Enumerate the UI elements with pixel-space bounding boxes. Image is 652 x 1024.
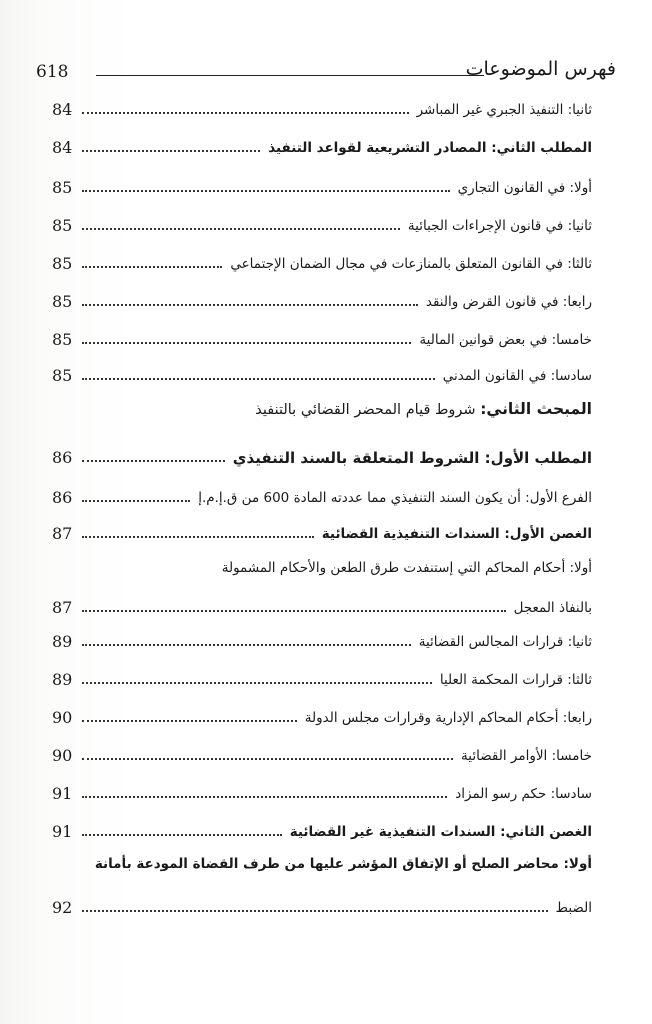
page-header xyxy=(36,58,616,90)
toc-entry-text: خامسا: الأوامر القضائية xyxy=(461,748,592,764)
toc-entry-text: سادسا: حكم رسو المزاد xyxy=(455,786,592,802)
toc-entry[interactable] xyxy=(52,324,592,350)
toc-entry[interactable] xyxy=(52,740,592,766)
leader-dots xyxy=(82,536,314,538)
toc-entry[interactable] xyxy=(52,172,592,198)
toc-entry[interactable] xyxy=(52,702,592,728)
toc-entry-page: 91 xyxy=(52,822,73,841)
leader-dots xyxy=(82,304,418,306)
section-heading-text: شروط قيام المحضر القضائي بالتنفيذ xyxy=(255,402,481,418)
toc-entry-page: 84 xyxy=(52,138,73,157)
page-title: فهرس الموضوعات xyxy=(465,58,616,80)
toc-entry-text: الغصن الثاني: السندات التنفيذية غير القضائية xyxy=(289,824,592,840)
toc-entry-text: الفرع الأول: أن يكون السند التنفيذي مما عددته المادة 600 من ق.إ.م.إ xyxy=(198,490,592,506)
toc-entry-text: ثانيا: التنفيذ الجبري غير المباشر xyxy=(416,102,592,118)
toc-entry-first-line: أولا: أحكام المحاكم التي إستنفدت طرق الطعن والأحكام المشمولة xyxy=(221,560,592,576)
toc-entry-text: خامسا: في بعض قوانين المالية xyxy=(419,332,592,348)
leader-dots xyxy=(82,266,222,268)
leader-dots xyxy=(82,190,450,192)
leader-dots xyxy=(82,910,548,912)
toc-entry-page: 85 xyxy=(52,254,73,273)
toc-entry-text: أولا: في القانون التجاري xyxy=(457,180,592,196)
toc-entry-page: 87 xyxy=(52,524,73,543)
toc-entry[interactable] xyxy=(52,626,592,652)
toc-entry-page: 90 xyxy=(52,708,73,727)
toc-entry-text: الضبط xyxy=(555,900,592,916)
page-number: 618 xyxy=(36,62,69,82)
toc-entry[interactable] xyxy=(52,816,592,842)
leader-dots xyxy=(82,834,282,836)
toc-entry-page: 84 xyxy=(52,100,73,119)
toc-entry[interactable] xyxy=(52,248,592,274)
toc-entry-text: المطلب الثاني: المصادر التشريعية لقواعد التنفيذ xyxy=(268,140,592,156)
toc-entry-page: 85 xyxy=(52,366,73,385)
leader-dots xyxy=(82,796,447,798)
toc-entry-text: ثالثا: في القانون المتعلق بالمنازعات في مجال الضمان الإجتماعي xyxy=(230,256,592,272)
leader-dots xyxy=(82,610,506,612)
toc-entry-text: بالنفاذ المعجل xyxy=(513,600,592,616)
toc-entry-page: 89 xyxy=(52,632,73,651)
toc-entry-text: ثالثا: قرارات المحكمة العليا xyxy=(439,672,592,688)
toc-entry-text: الغصن الأول: السندات التنفيذية القضائية xyxy=(321,526,592,542)
leader-dots xyxy=(82,682,432,684)
toc-entry-page: 86 xyxy=(52,448,73,467)
toc-entry[interactable] xyxy=(52,778,592,804)
toc-entry-text: سادسا: في القانون المدني xyxy=(442,368,592,384)
toc-entry-text: رابعا: أحكام المحاكم الإدارية وقرارات مجلس الدولة xyxy=(304,710,592,726)
toc-entry-text: ثانيا: في قانون الإجراءات الجبائية xyxy=(407,218,592,234)
toc-entry-text: المطلب الأول: الشروط المتعلقة بالسند التنفيذي xyxy=(232,449,592,467)
toc-entry[interactable] xyxy=(52,286,592,312)
leader-dots xyxy=(82,758,453,760)
toc-entry[interactable] xyxy=(52,360,592,386)
toc-entry-page: 89 xyxy=(52,670,73,689)
toc-entry[interactable] xyxy=(52,664,592,690)
toc-entry-page: 90 xyxy=(52,746,73,765)
toc-entry-page: 85 xyxy=(52,330,73,349)
leader-dots xyxy=(82,500,190,502)
leader-dots xyxy=(82,460,225,462)
toc-entry-text: ثانيا: قرارات المجالس القضائية xyxy=(418,634,592,650)
leader-dots xyxy=(82,644,411,646)
header-rule xyxy=(96,75,484,76)
leader-dots xyxy=(82,720,297,722)
section-heading xyxy=(52,400,592,418)
leader-dots xyxy=(82,228,400,230)
section-heading-label: المبحث الثاني: xyxy=(480,400,592,418)
toc-entry-page: 92 xyxy=(52,898,73,917)
toc-entry[interactable] xyxy=(52,482,592,508)
toc-entry-first-line: أولا: محاضر الصلح أو الإتفاق المؤشر عليها من طرف القضاة المودعة بأمانة xyxy=(94,856,592,872)
toc-entry-page: 87 xyxy=(52,598,73,617)
toc-entry-text: رابعا: في قانون القرض والنقد xyxy=(425,294,592,310)
leader-dots xyxy=(82,342,411,344)
toc-entry-page: 85 xyxy=(52,292,73,311)
leader-dots xyxy=(82,112,409,114)
toc-entry[interactable] xyxy=(52,518,592,544)
toc-entry[interactable] xyxy=(52,132,592,158)
toc-entry[interactable] xyxy=(52,210,592,236)
toc-entry-page: 86 xyxy=(52,488,73,507)
toc-entry-page: 91 xyxy=(52,784,73,803)
toc-entry[interactable] xyxy=(52,442,592,468)
toc-entry-page: 85 xyxy=(52,216,73,235)
toc-entry[interactable] xyxy=(52,892,592,918)
leader-dots xyxy=(82,150,260,152)
toc-entry[interactable] xyxy=(52,592,592,618)
toc-entry-page: 85 xyxy=(52,178,73,197)
toc-entry[interactable] xyxy=(52,94,592,120)
leader-dots xyxy=(82,378,435,380)
